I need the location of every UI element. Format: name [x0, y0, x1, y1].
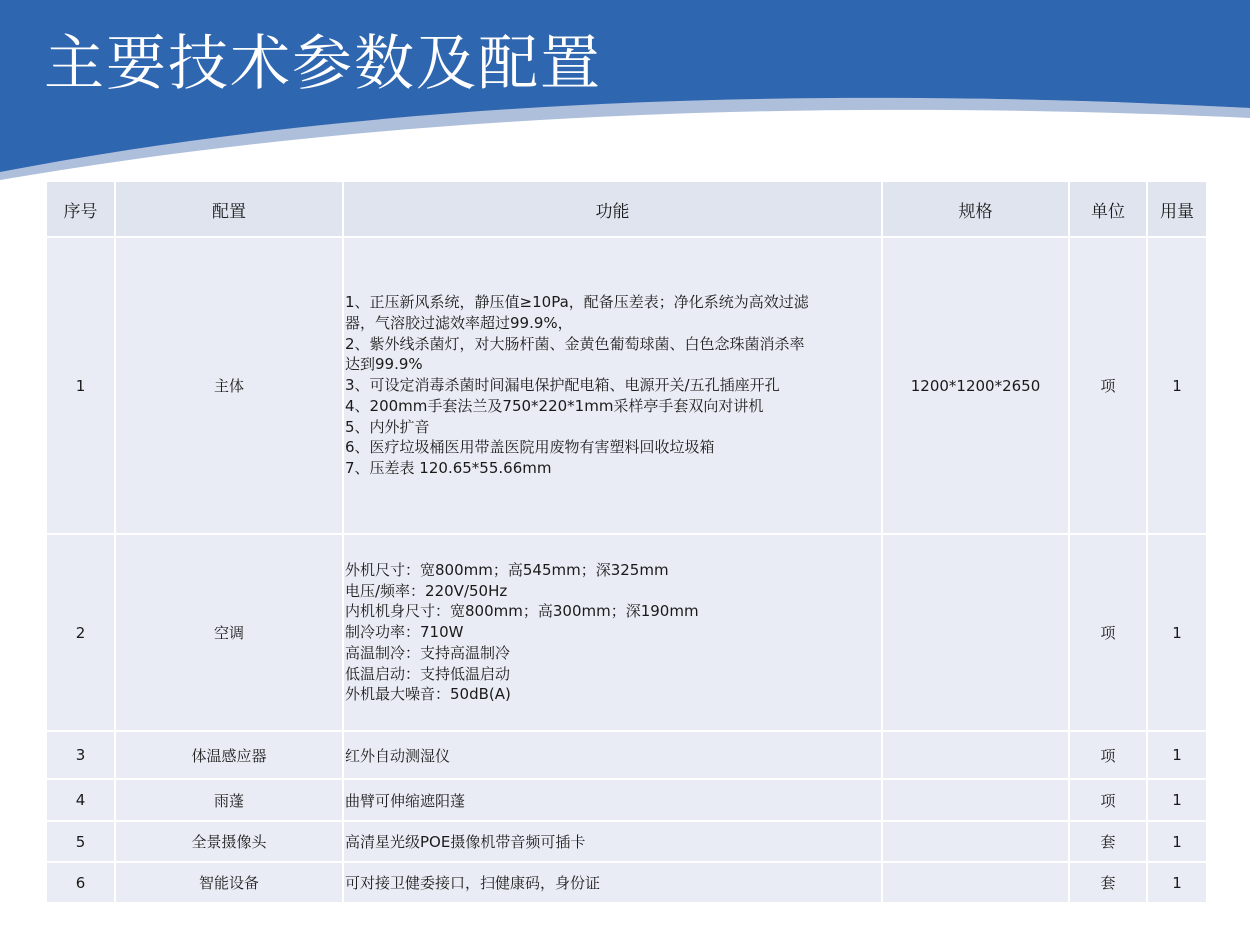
cell-spec: 1200*1200*2650: [882, 237, 1069, 534]
function-line: 内机机身尺寸：宽800mm；高300mm；深190mm: [345, 602, 699, 621]
header-unit: 单位: [1069, 181, 1147, 237]
cell-unit: 项: [1069, 534, 1147, 731]
spec-table: [45, 180, 1208, 904]
table-row: [46, 862, 1207, 903]
cell-function: [343, 534, 882, 731]
cell-qty: 1: [1147, 821, 1207, 862]
cell-qty: 1: [1147, 731, 1207, 779]
cell-item: 智能设备: [115, 862, 343, 903]
cell-function: [343, 862, 882, 903]
cell-function: [343, 237, 882, 534]
function-line: 红外自动测湿仪: [345, 746, 451, 765]
table-row: [46, 821, 1207, 862]
function-line: 4、200mm手套法兰及750*220*1mm采样亭手套双向对讲机: [345, 396, 764, 415]
cell-unit: 套: [1069, 821, 1147, 862]
function-line: 高温制冷：支持高温制冷: [345, 643, 511, 662]
header-qty: 用量: [1147, 181, 1207, 237]
function-line: 5、内外扩音: [345, 417, 430, 436]
table-header-row: [46, 181, 1207, 237]
function-line: 可对接卫健委接口，扫健康码，身份证: [345, 874, 601, 892]
cell-item: 体温感应器: [115, 731, 343, 779]
cell-no: 5: [46, 821, 115, 862]
cell-no: 2: [46, 534, 115, 731]
cell-function: [343, 779, 882, 821]
header-item: 配置: [115, 181, 343, 237]
cell-spec: [882, 779, 1069, 821]
table-row: [46, 779, 1207, 821]
function-line: 3、可设定消毒杀菌时间漏电保护配电箱、电源开关/五孔插座开孔: [345, 376, 780, 395]
cell-unit: 套: [1069, 862, 1147, 903]
cell-item: 主体: [115, 237, 343, 534]
cell-spec: [882, 862, 1069, 903]
cell-unit: 项: [1069, 237, 1147, 534]
function-line: 7、压差表 120.65*55.66mm: [345, 458, 552, 477]
function-line: 外机最大噪音：50dB(A): [345, 685, 511, 704]
cell-unit: 项: [1069, 779, 1147, 821]
cell-function: [343, 731, 882, 779]
cell-qty: 1: [1147, 534, 1207, 731]
header-spec: 规格: [882, 181, 1069, 237]
function-line: 低温启动：支持低温启动: [345, 664, 511, 683]
table-row: [46, 731, 1207, 779]
cell-item: 空调: [115, 534, 343, 731]
cell-qty: 1: [1147, 862, 1207, 903]
function-line: 2、紫外线杀菌灯，对大肠杆菌、金黄色葡萄球菌、白色念珠菌消杀率: [345, 334, 805, 353]
table-row: [46, 534, 1207, 731]
cell-no: 6: [46, 862, 115, 903]
cell-qty: 1: [1147, 237, 1207, 534]
cell-unit: 项: [1069, 731, 1147, 779]
cell-spec: [882, 534, 1069, 731]
cell-no: 4: [46, 779, 115, 821]
function-line: 达到99.9%: [345, 355, 423, 374]
cell-spec: [882, 821, 1069, 862]
function-line: 曲臂可伸缩遮阳蓬: [345, 791, 466, 810]
page-title: 主要技术参数及配置: [44, 29, 602, 99]
header-no: 序号: [46, 181, 115, 237]
cell-no: 3: [46, 731, 115, 779]
function-line: 1、正压新风系统，静压值≥10Pa，配备压差表；净化系统为高效过滤: [345, 293, 809, 312]
cell-item: 雨蓬: [115, 779, 343, 821]
cell-function: [343, 821, 882, 862]
function-line: 制冷功率：710W: [345, 623, 464, 642]
function-line: 电压/频率：220V/50Hz: [345, 581, 508, 600]
function-line: 外机尺寸：宽800mm；高545mm；深325mm: [345, 561, 669, 580]
table-row: [46, 237, 1207, 534]
function-line: 高清星光级POE摄像机带音频可插卡: [345, 833, 586, 851]
cell-spec: [882, 731, 1069, 779]
function-line: 6、医疗垃圾桶医用带盖医院用废物有害塑料回收垃圾箱: [345, 438, 715, 457]
cell-qty: 1: [1147, 779, 1207, 821]
function-line: 器，气溶胶过滤效率超过99.9%，: [345, 314, 573, 333]
header-function: 功能: [343, 181, 882, 237]
cell-item: 全景摄像头: [115, 821, 343, 862]
cell-no: 1: [46, 237, 115, 534]
